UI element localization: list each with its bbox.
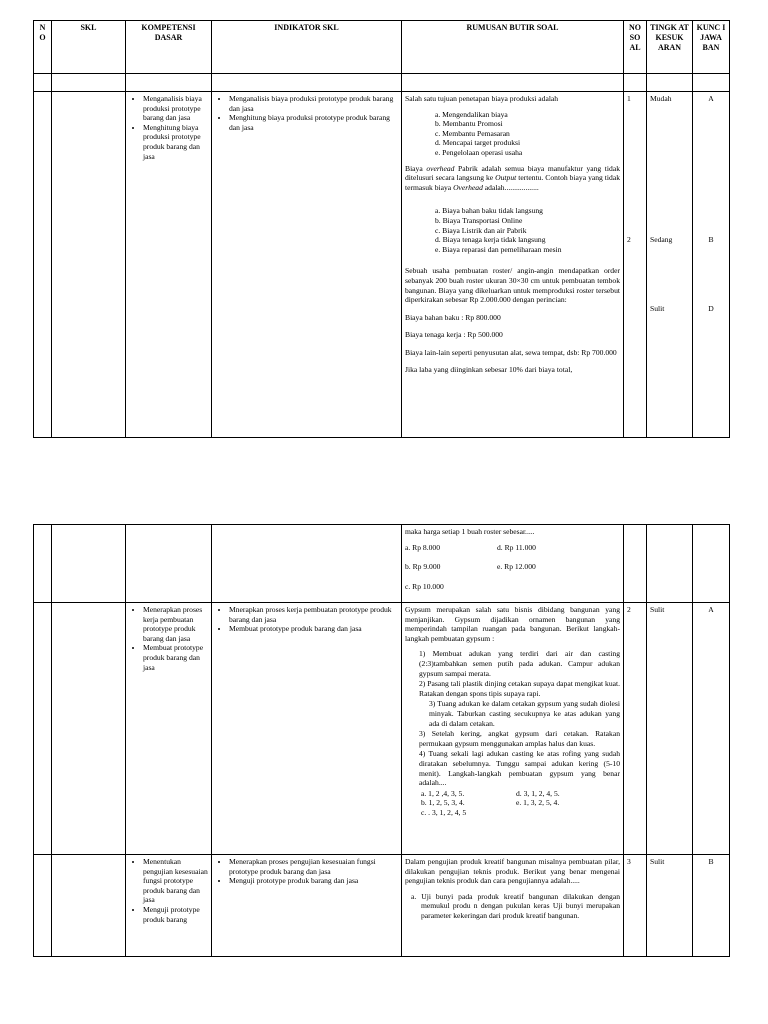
indikator-item: • Menghitung biaya produksi prototype produk barang dan jasa bbox=[229, 113, 398, 132]
empty-row bbox=[34, 74, 730, 92]
question-stem: Dalam pengujian produk kreatif bangunan misalnya pembuatan pilar, dilakukan pengujian teknis produk. Berikut yang benar mengenai pengujian teknis produk dan cara pengujiannya adalah..... bbox=[405, 857, 620, 886]
question-stem: Salah satu tujuan penetapan biaya produksi adalah bbox=[405, 94, 559, 103]
header-row bbox=[34, 21, 730, 74]
header-indikator: INDIKATOR SKL bbox=[212, 21, 402, 74]
table-page-2 bbox=[33, 524, 730, 957]
indikator-cell: • Mnerapkan proses kerja pembuatan prototype produk barang dan jasa • Membuat prototype produk barang dan jasa bbox=[212, 603, 402, 855]
rumusan-cell: Gypsum merupakan salah satu bisnis dibidang bangunan yang menjanjikan. Gypsum dijadikan ornamen bangunan yang memperindah tampilan ruangan pada bangunan. Berikut langkah-langkah pembuatan gypsum : 1) Membuat adukan yang terdiri dari air dan casting (2:3)tambahkan semen putih pada adukan. Campur adukan gypsum sampai merata. 2) Pasang tali plastik dinjing cetakan supaya dapat mengikat kuat. Ratakan dengan spons tipis supaya rapi. 3) Tuang adukan ke dalam cetakan gypsum yang sudah diolesi minyak. Taburkan casting secukupnya ke atas adukan yang ada di dalam cetakan. 3) Setelah kering, angkat gypsum dari cetakan. Ratakan permukaan gypsum menggunakan amplas halus dan kuas. 4) Tuang sekali lagi adukan casting ke atas rofing yang sudah diratakan sebelumnya. Tunggu sampai adukan kering (5-10 menit). Langkah-langkah pembuatan gypsum yang benar adalah.... a. 1, 2 ,4, 3, 5. d. 3, 1, 2, 4, 5. b. 1, 2, 5, 3, 4. e. 1, 3, 2, 5, 4. c. . 3, 1, 2, 4, 5 bbox=[402, 603, 624, 855]
table-page-1 bbox=[33, 20, 730, 438]
kunci-cell: A B D bbox=[693, 92, 730, 438]
header-no: N O bbox=[34, 21, 52, 74]
table-row bbox=[34, 92, 730, 438]
kompetensi-cell: • Menentukan pengujian kesesuaian fungsi prototype produk barang dan jasa • Menguji prototype produk barang bbox=[126, 855, 212, 957]
indikator-cell bbox=[212, 92, 402, 438]
question-stem: Gypsum merupakan salah satu bisnis dibidang bangunan yang menjanjikan. Gypsum dijadikan ornamen bangunan yang memperindah tampilan ruangan pada bangunan. Berikut langkah-langkah pembuatan gypsum : bbox=[405, 605, 620, 643]
header-tingkat: TINGK AT KESUK ARAN bbox=[647, 21, 693, 74]
question-stem: Sebuah usaha pembuatan roster/ angin-angin mendapatkan order sebanyak 200 buah roster ukuran 30×30 cm untuk pembuatan tembok bangunan. Biaya yang dikeluarkan untuk memproduksi roster tersebut diperkirakan sebesar Rp 2.000.000 dengan perincian: bbox=[405, 266, 620, 305]
option-list: a. Mengendalikan biaya b. Membantu Promosi c. Membantu Pemasaran d. Mencapai target produksi e. Pengelolaan operasi usaha bbox=[435, 109, 523, 157]
header-kompetensi: KOMPETENSI DASAR bbox=[126, 21, 212, 74]
indikator-cell: • Menerapkan proses pengujian kesesuaian fungsi prototype produk barang dan jasa • Menguji prototype produk barang dan jasa bbox=[212, 855, 402, 957]
table-row: • Menentukan pengujian kesesuaian fungsi prototype produk barang dan jasa • Menguji prototype produk barang • Menerapkan proses pengujian kesesuaian fungsi prototype produk barang dan jasa • Menguji prototype produk barang dan jasa Dalam pengujian produk kreatif bangunan misalnya pembuatan pilar, dilakukan pengujian teknis produk. Berikut yang benar mengenai pengujian teknis produk dan cara pengujiannya adalah..... a. Uji bunyi pada produk kreatif bangunan dilakukan dengan memukul produ n dengan pukulan keras Uji bunyi merupakan parameter kekeringan dari produk kreatif bangunan. 3 Sulit B bbox=[34, 855, 730, 957]
header-kunci: KUNC I JAWA BAN bbox=[693, 21, 730, 74]
table-row bbox=[34, 525, 730, 603]
no-soal-cell: 1 2 bbox=[624, 92, 647, 438]
kd-item: • Menghitung biaya produksi prototype produk barang dan jasa bbox=[143, 123, 208, 161]
option-list: a. Biaya bahan baku tidak langsung b. Biaya Transportasi Online c. Biaya Listrik dan air Pabrik d. Biaya tenaga kerja tidak langsung e. Biaya reparasi dan pemeliharaan mesin bbox=[435, 206, 562, 254]
rumusan-cell: Dalam pengujian produk kreatif bangunan misalnya pembuatan pilar, dilakukan pengujian teknis produk. Berikut yang benar mengenai pengujian teknis produk dan cara pengujiannya adalah..... a. Uji bunyi pada produk kreatif bangunan dilakukan dengan memukul produ n dengan pukulan keras Uji bunyi merupakan parameter kekeringan dari produk kreatif bangunan. bbox=[402, 855, 624, 957]
kompetensi-cell bbox=[126, 92, 212, 438]
header-rumusan: RUMUSAN BUTIR SOAL bbox=[402, 21, 624, 74]
rumusan-cell: maka harga setiap 1 buah roster sebesar..... a. Rp 8.000 d. Rp 11.000 b. Rp 9.000 e. Rp 12.000 c. Rp 10.000 bbox=[402, 525, 624, 603]
header-no-soal: NO SO AL bbox=[624, 21, 647, 74]
tingkat-cell: Mudah Sedang Sulit bbox=[647, 92, 693, 438]
table-row: • Menerapkan proses kerja pembuatan prototype produk barang dan jasa • Membuat prototype produk barang dan jasa • Mnerapkan proses kerja pembuatan prototype produk barang dan jasa • Membuat prototype produk barang dan jasa Gypsum merupakan salah satu bisnis dibidang bangunan yang menjanjikan. Gypsum dijadikan ornamen bangunan yang memperindah tampilan ruangan pada bangunan. Berikut langkah-langkah pembuatan gypsum : 1) Membuat adukan yang terdiri dari air dan casting (2:3)tambahkan semen putih pada adukan. Campur adukan gypsum sampai merata. 2) Pasang tali plastik dinjing cetakan supaya dapat mengikat kuat. Ratakan dengan spons tipis supaya rapi. 3) Tuang adukan ke dalam cetakan gypsum yang sudah diolesi minyak. Taburkan casting secukupnya ke atas adukan yang ada di dalam cetakan. 3) Setelah kering, angkat gypsum dari cetakan. Ratakan permukaan gypsum menggunakan amplas halus dan kuas. 4) Tuang sekali lagi adukan casting ke atas rofing yang sudah diratakan sebelumnya. Tunggu sampai adukan kering (5-10 menit). Langkah-langkah pembuatan gypsum yang benar adalah.... a. 1, 2 ,4, 3, 5. d. 3, 1, 2, 4, 5. b. 1, 2, 5, 3, 4. e. 1, 3, 2, 5, 4. c. . 3, 1, 2, 4, 5 2 Sulit A bbox=[34, 603, 730, 855]
indikator-item: • Menganalisis biaya produksi prototype produk barang dan jasa bbox=[229, 94, 398, 113]
header-skl: SKL bbox=[52, 21, 126, 74]
kompetensi-cell: • Menerapkan proses kerja pembuatan prototype produk barang dan jasa • Membuat prototype produk barang dan jasa bbox=[126, 603, 212, 855]
kd-item: • Menganalisis biaya produksi prototype barang dan jasa bbox=[143, 94, 208, 123]
question-stem: Biaya overhead Pabrik adalah semua biaya manufaktur yang tidak ditelusuri secara langsung ke Output tertentu. Contoh biaya yang tidak termasuk biaya Overhead adalah.................. bbox=[405, 163, 620, 192]
step-list: 1) Membuat adukan yang terdiri dari air dan casting (2:3)tambahkan semen putih pada adukan. Campur adukan gypsum sampai merata. 2) Pasang tali plastik dinjing cetakan supaya dapat mengikat kuat. Ratakan dengan spons tipis supaya rapi. 3) Tuang adukan ke dalam cetakan gypsum yang sudah diolesi minyak. Taburkan casting secukupnya ke atas adukan yang ada di dalam cetakan. 3) Setelah kering, angkat gypsum dari cetakan. Ratakan permukaan gypsum menggunakan amplas halus dan kuas. 4) Tuang sekali lagi adukan casting ke atas rofing yang sudah diratakan sebelumnya. Tunggu sampai adukan kering (5-10 menit). Langkah-langkah pembuatan gypsum yang benar adalah.... bbox=[419, 649, 620, 788]
rumusan-cell: Salah satu tujuan penetapan biaya produksi adalah a. Mengendalikan biaya b. Membantu Promosi c. Membantu Pemasaran d. Mencapai target produksi e. Pengelolaan operasi usaha Biaya overhead Pabrik adalah semua biaya manufaktur yang tidak ditelusuri secara langsung ke Output tertentu. Contoh biaya yang tidak termasuk biaya Overhead adalah.................. a. Biaya bahan baku tidak langsung b. Biaya Transportasi Online c. Biaya Listrik dan air Pabrik d. Biaya tenaga kerja tidak langsung e. Biaya reparasi dan pemeliharaan mesin Sebuah usaha pembuatan roster/ angin-angin mendapatkan order sebanyak 200 buah roster ukuran 30×30 cm untuk pembuatan tembok bangunan. Biaya yang dikeluarkan untuk memproduksi roster tersebut diperkirakan sebesar Rp 2.000.000 dengan perincian: Biaya bahan baku : Rp 800.000 Biaya tenaga kerja : Rp 500.000 Biaya lain-lain seperti penyusutan alat, sewa tempat, dsb: Rp 700.000 Jika laba yang diinginkan sebesar 10% dari biaya total, bbox=[402, 92, 624, 438]
